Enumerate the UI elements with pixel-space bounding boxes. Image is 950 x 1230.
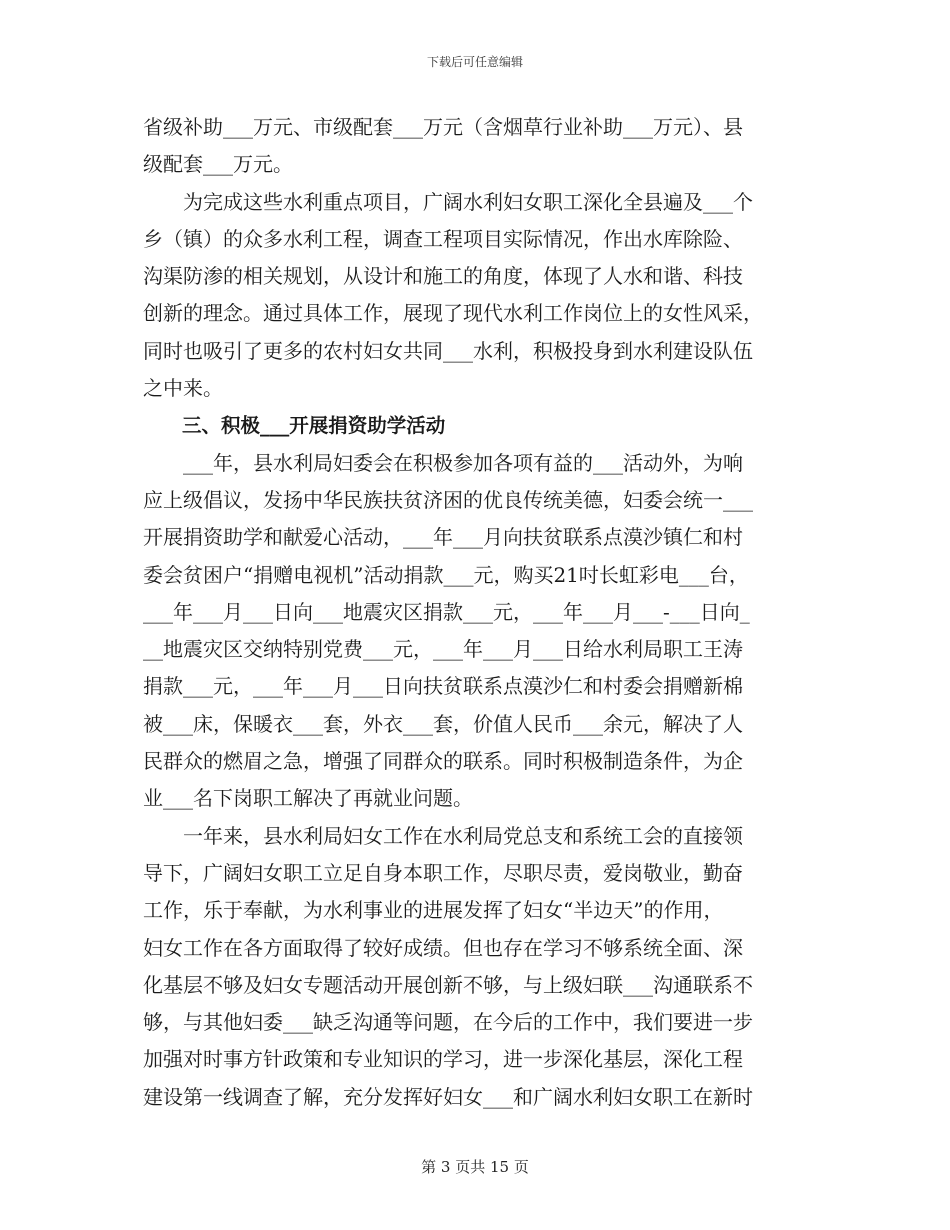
page-footer: 第 3 页共 15 页 xyxy=(421,1158,529,1176)
text-line: 加强对时事方针政策和专业知识的学习，进一步深化基层，深化工程 xyxy=(143,1047,743,1072)
text-line: 为完成这些水利重点项目，广阔水利妇女职工深化全县遍及___个 xyxy=(143,189,753,214)
text-line: 同时也吸引了更多的农村妇女共同___水利，积极投身到水利建设队伍 xyxy=(143,338,753,363)
text-line: 够，与其他妇委___缺乏沟通等问题，在今后的工作中，我们要进一步 xyxy=(143,1010,753,1035)
text-line: 民群众的燃眉之急，增强了同群众的联系。同时积极制造条件，为企 xyxy=(143,749,743,774)
text-line: 业___名下岗职工解决了再就业问题。 xyxy=(143,786,473,811)
text-line: 一年来，县水利局妇女工作在水利局党总支和系统工会的直接领 xyxy=(143,823,743,848)
text-line: __地震灾区交纳特别党费___元，___年___月___日给水利局职工王涛 xyxy=(143,637,743,662)
text-line: 妇女工作在各方面取得了较好成绩。但也存在学习不够系统全面、深 xyxy=(143,935,743,960)
text-line: 工作，乐于奉献，为水利事业的进展发挥了妇女“半边天”的作用， xyxy=(143,898,724,923)
text-line: 乡（镇）的众多水利工程，调查工程项目实际情况，作出水库除险、 xyxy=(143,226,743,251)
text-line: ___年___月___日向___地震灾区捐款___元，___年___月___-___日向_ xyxy=(143,599,750,624)
text-line: 委会贫困户“捐赠电视机”活动捐款___元，购买21吋长虹彩电___台， xyxy=(143,562,749,587)
text-line: 捐款___元，___年___月___日向扶贫联系点漠沙仁和村委会捐赠新棉 xyxy=(143,674,743,699)
text-line: 之中来。 xyxy=(143,376,223,401)
text-line: 开展捐资助学和献爱心活动，___年___月向扶贫联系点漠沙镇仁和村 xyxy=(143,525,743,550)
section-heading: 三、积极___开展捐资助学活动 xyxy=(143,414,446,438)
text-line: 被___床，保暖衣___套，外衣___套，价值人民币___余元，解决了人 xyxy=(143,711,743,736)
text-line: 建设第一线调查了解，充分发挥好妇女___和广阔水利妇女职工在新时 xyxy=(143,1084,753,1109)
page-header: 下载后可任意编辑 xyxy=(426,55,523,69)
text-line: 创新的理念。通过具体工作，展现了现代水利工作岗位上的女性风采， xyxy=(143,301,763,326)
text-line: 化基层不够及妇女专题活动开展创新不够，与上级妇联___沟通联系不 xyxy=(143,972,753,997)
text-line: 级配套___万元。 xyxy=(143,152,293,177)
text-line: 应上级倡议，发扬中华民族扶贫济困的优良传统美德，妇委会统一___ xyxy=(143,487,753,512)
text-line: ___年，县水利局妇委会在积极参加各项有益的___活动外，为响 xyxy=(143,450,743,475)
document-body xyxy=(143,109,808,1116)
text-line: 沟渠防渗的相关规划，从设计和施工的角度，体现了人水和谐、科技 xyxy=(143,264,743,289)
text-line: 省级补助___万元、市级配套___万元（含烟草行业补助___万元）、县 xyxy=(143,115,743,139)
text-line: 导下，广阔妇女职工立足自身本职工作，尽职尽责，爱岗敬业，勤奋 xyxy=(143,860,743,885)
